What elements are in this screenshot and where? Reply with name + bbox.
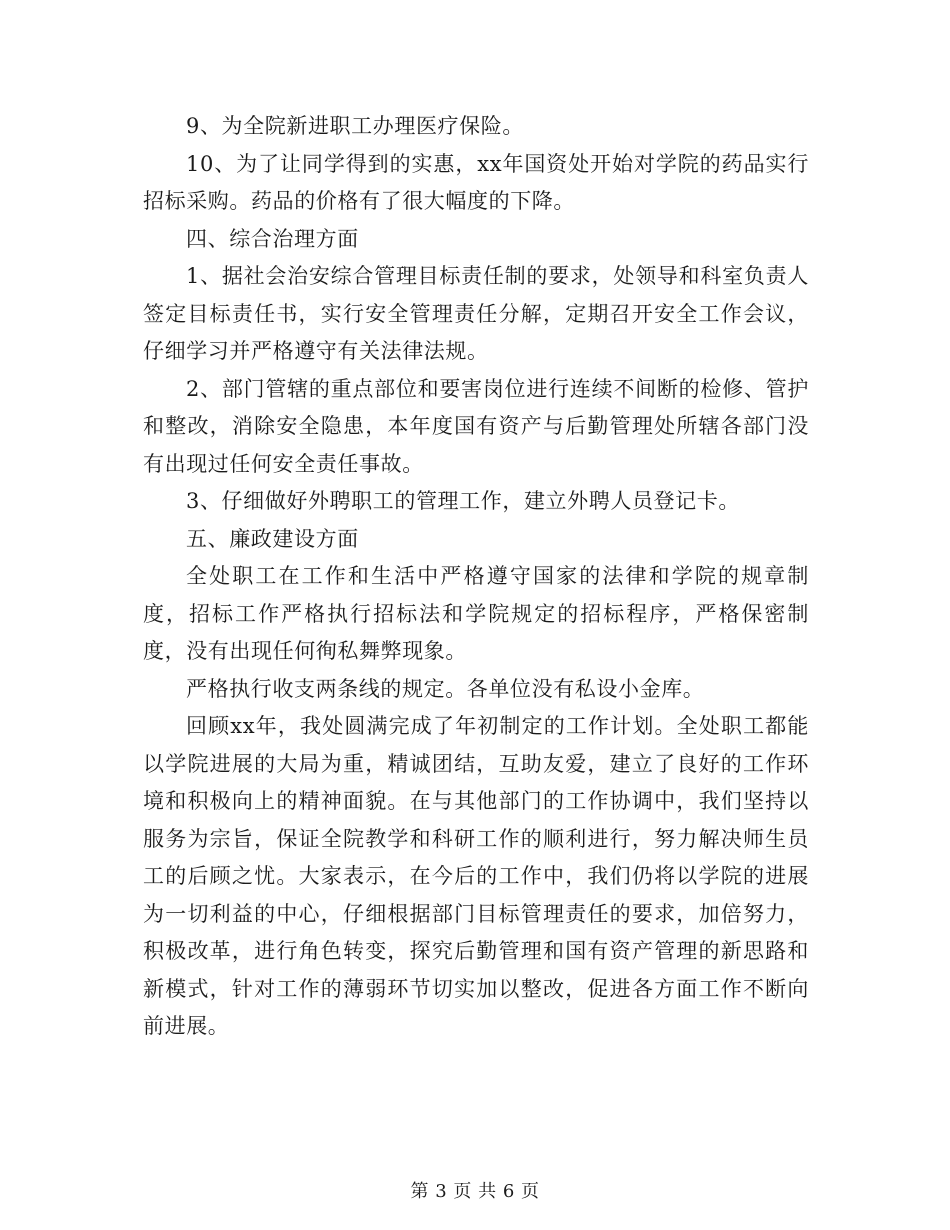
paragraph-governance-item-3: 3、仔细做好外聘职工的管理工作，建立外聘人员登记卡。 [186, 489, 740, 513]
section-heading-comprehensive-governance: 四、综合治理方面 [186, 226, 359, 251]
paragraph-governance-item-1: 1、据社会治安综合管理目标责任制的要求，处领导和科室负责人签定目标责任书，实行安全管理责任分解，定期召开安全工作会议，仔细学习并严格遵守有关法律法规。 [143, 264, 809, 363]
paragraph-annual-review: 回顾xx年，我处圆满完成了年初制定的工作计划。全处职工都能以学院进展的大局为重，精诚团结，互助友爱，建立了良好的工作环境和积极向上的精神面貌。在与其他部门的工作协调中，我们坚持以服务为宗旨，保证全院教学和科研工作的顺利进行，努力解决师生员工的后顾之忧。大家表示，在今后的工作中，我们仍将以学院的进展为一切利益的中心，仔细根据部门目标管理责任的要求，加倍努力，积极改革，进行角色转变，探究后勤管理和国有资产管理的新思路和新模式，针对工作的薄弱环节切实加以整改，促进各方面工作不断向前进展。 [143, 714, 809, 1038]
paragraph-item-10-drug-procurement: 10、为了让同学得到的实惠，xx年国资处开始对学院的药品实行招标采购。药品的价格有了很大幅度的下降。 [143, 151, 809, 213]
document-body [143, 108, 809, 1046]
section-heading-integrity-building: 五、廉政建设方面 [186, 526, 359, 551]
paragraph-item-9-insurance: 9、为全院新进职工办理医疗保险。 [186, 114, 524, 138]
page-number-footer: 第 3 页 共 6 页 [410, 1181, 540, 1202]
paragraph-integrity-rules: 全处职工在工作和生活中严格遵守国家的法律和学院的规章制度，招标工作严格执行招标法和学院规定的招标程序，严格保密制度，没有出现任何徇私舞弊现象。 [143, 564, 809, 663]
paragraph-governance-item-2: 2、部门管辖的重点部位和要害岗位进行连续不间断的检修、管护和整改，消除安全隐患，本年度国有资产与后勤管理处所辖各部门没有出现过任何安全责任事故。 [143, 376, 809, 476]
paragraph-income-expense: 严格执行收支两条线的规定。各单位没有私设小金库。 [186, 676, 705, 701]
